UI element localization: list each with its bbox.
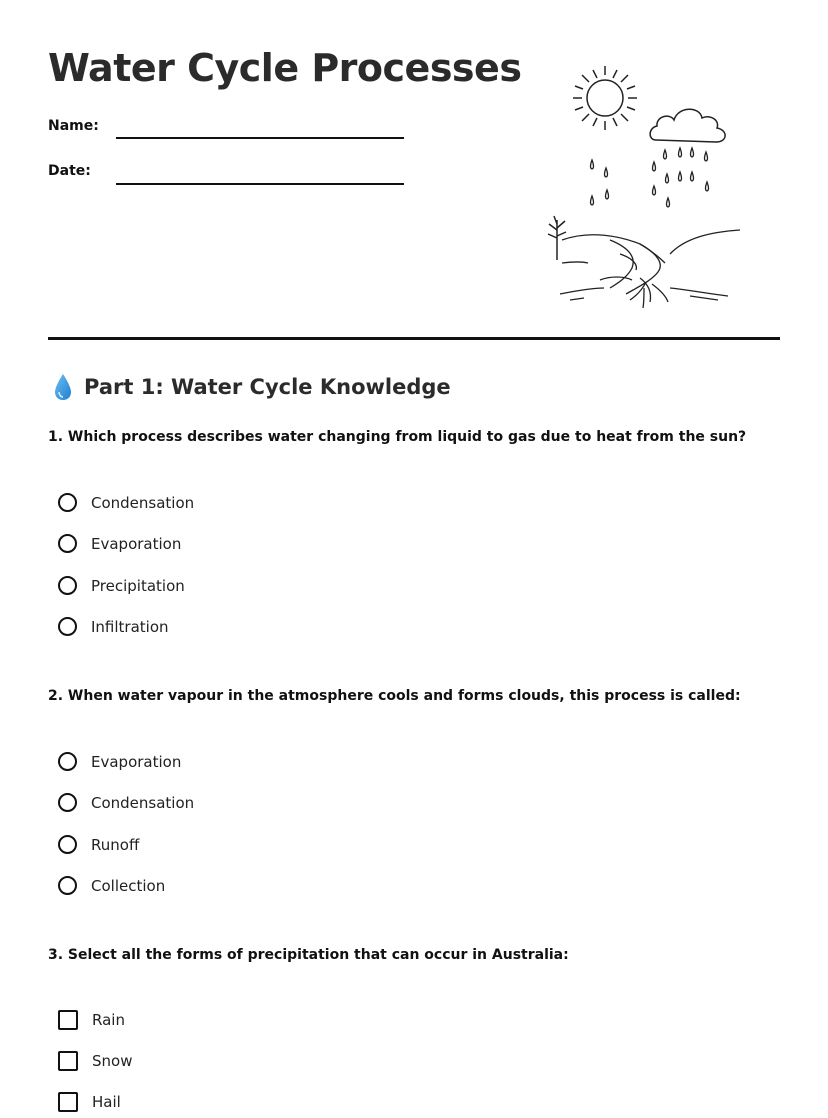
question-1-text: 1. Which process describes water changing from liquid to gas due to heat from the sun? <box>48 429 747 445</box>
radio-button[interactable] <box>58 793 77 812</box>
river-landscape <box>560 230 740 308</box>
date-field[interactable] <box>116 183 404 185</box>
date-label: Date: <box>48 163 91 179</box>
radio-button[interactable] <box>58 493 77 512</box>
option-label: Rain <box>92 1011 125 1029</box>
tree-icon <box>548 216 566 260</box>
section-title: Part 1: Water Cycle Knowledge <box>84 375 451 399</box>
q1-option-evaporation[interactable] <box>58 534 181 553</box>
q3-option-rain[interactable] <box>58 1010 125 1030</box>
q3-option-hail[interactable] <box>58 1092 121 1112</box>
water-cycle-illustration <box>540 58 750 313</box>
checkbox[interactable] <box>58 1010 78 1030</box>
option-label: Hail <box>92 1093 121 1111</box>
q1-option-condensation[interactable] <box>58 493 194 512</box>
cloud-icon <box>650 109 725 142</box>
q2-option-condensation[interactable] <box>58 793 194 812</box>
q2-option-evaporation[interactable] <box>58 752 181 771</box>
option-label: Condensation <box>91 793 195 812</box>
q3-option-snow[interactable] <box>58 1051 132 1071</box>
page-title: Water Cycle Processes <box>48 46 522 90</box>
sun-icon <box>573 66 637 130</box>
name-field[interactable] <box>116 137 404 139</box>
radio-button[interactable] <box>58 876 77 895</box>
radio-button[interactable] <box>58 534 77 553</box>
option-label: Condensation <box>91 493 195 512</box>
section-divider <box>48 337 780 340</box>
question-3-text: 3. Select all the forms of precipitation that can occur in Australia: <box>48 947 569 963</box>
option-label: Evaporation <box>91 534 182 553</box>
q1-option-infiltration[interactable] <box>58 617 169 636</box>
radio-button[interactable] <box>58 752 77 771</box>
checkbox[interactable] <box>58 1051 78 1071</box>
question-2-text: 2. When water vapour in the atmosphere cools and forms clouds, this process is called: <box>48 688 741 704</box>
q2-option-collection[interactable] <box>58 876 165 895</box>
option-label: Evaporation <box>91 752 182 771</box>
option-label: Infiltration <box>91 617 169 636</box>
option-label: Collection <box>91 876 166 895</box>
radio-button[interactable] <box>58 576 77 595</box>
water-drop-icon <box>52 372 74 402</box>
option-label: Precipitation <box>91 576 185 595</box>
checkbox[interactable] <box>58 1092 78 1112</box>
rain-drops <box>591 148 709 207</box>
option-label: Snow <box>92 1052 133 1070</box>
q2-option-runoff[interactable] <box>58 835 139 854</box>
option-label: Runoff <box>91 835 140 854</box>
q1-option-precipitation[interactable] <box>58 576 185 595</box>
radio-button[interactable] <box>58 617 77 636</box>
section-heading <box>52 372 451 402</box>
name-label: Name: <box>48 118 99 134</box>
radio-button[interactable] <box>58 835 77 854</box>
